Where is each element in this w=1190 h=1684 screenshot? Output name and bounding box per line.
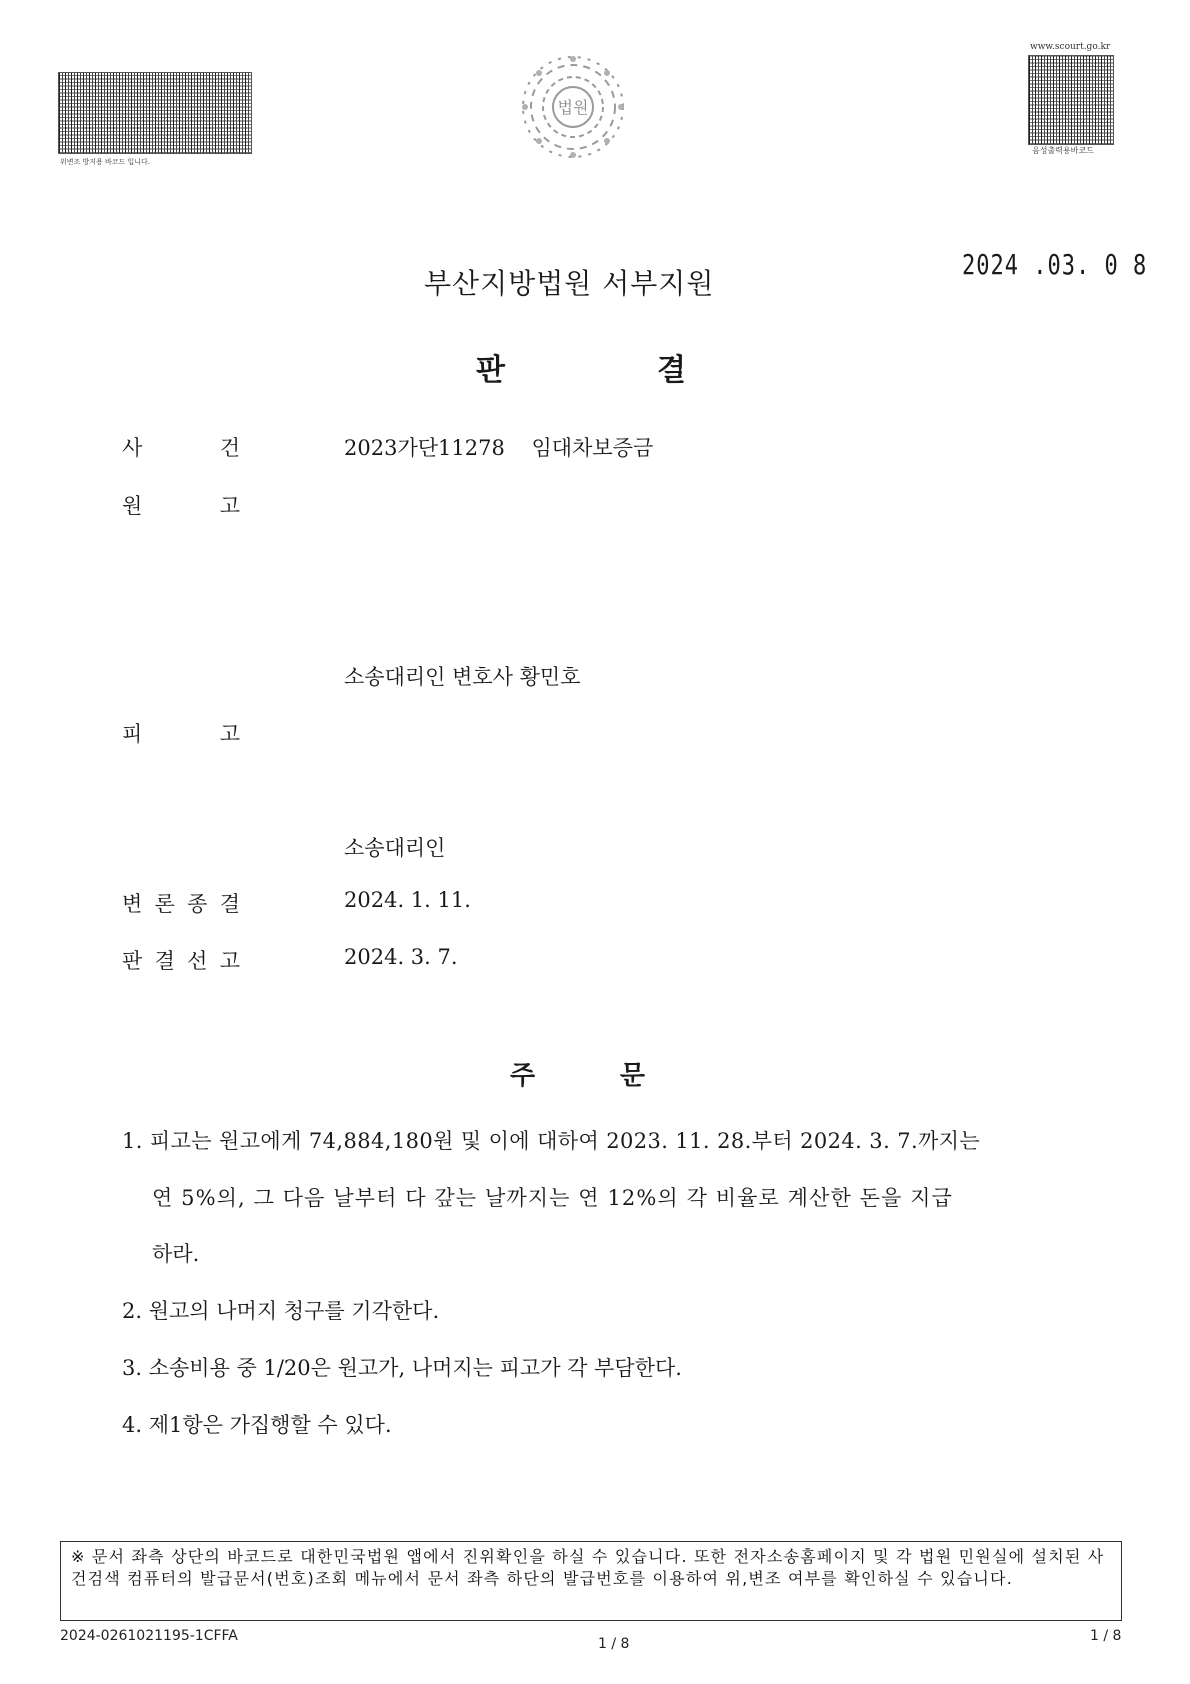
section-title-char: 주 — [510, 1061, 536, 1091]
plaintiff-counsel: 소송대리인 변호사 황민호 — [344, 665, 581, 689]
received-stamp-date: 2024 .03. 0 8 — [962, 250, 1148, 282]
field-value-hearing-closed: 2024. 1. 11. — [344, 888, 471, 912]
court-seal-icon — [518, 50, 628, 162]
order-line-2: 2. 원고의 나머지 청구를 기각한다. — [122, 1299, 440, 1323]
issue-number: 2024-0261021195-1CFFA — [60, 1628, 238, 1644]
field-value-case: 2023가단11278 임대차보증금 — [344, 436, 654, 460]
order-line-1: 1. 피고는 원고에게 74,884,180원 및 이에 대하여 2023. 11. 28.부터 2024. 3. 7.까지는 — [122, 1129, 981, 1153]
court-name: 부산지방법원 서부지원 — [424, 267, 715, 300]
authenticity-barcode — [58, 72, 252, 154]
order-section-title — [510, 1055, 645, 1092]
order-line-1-end: 하라. — [152, 1242, 200, 1266]
label-char: 고 — [219, 949, 240, 973]
label-char: 선 — [187, 949, 208, 973]
verification-notice: ※ 문서 좌측 상단의 바코드로 대한민국법원 앱에서 진위확인을 하실 수 있습니다. 또한 전자소송홈페이지 및 각 법원 민원실에 설치된 사건검색 컴퓨터의 발급문서(번호)조회 메뉴에서 문서 좌측 하단의 발급번호를 이용하여 위,변조 여부를 확인하실 수 있습니다. — [60, 1541, 1122, 1621]
order-line-4: 4. 제1항은 가집행할 수 있다. — [122, 1413, 392, 1437]
field-label-plaintiff — [122, 490, 240, 520]
page-number-center: 1 / 8 — [598, 1636, 630, 1652]
document-type-char: 결 — [657, 353, 686, 388]
label-char: 론 — [154, 892, 175, 916]
court-seal-text: 법원 — [557, 98, 589, 117]
field-label-case — [122, 432, 240, 462]
label-char: 피 — [122, 722, 143, 746]
field-label-hearing-closed — [122, 888, 240, 918]
field-label-judgment-date — [122, 945, 240, 975]
defendant-counsel: 소송대리인 — [344, 836, 446, 860]
label-char: 변 — [122, 892, 143, 916]
document-type-title — [476, 345, 686, 389]
label-char: 고 — [219, 494, 240, 518]
label-char: 결 — [219, 892, 240, 916]
label-char: 종 — [187, 892, 208, 916]
scourt-url: www.scourt.go.kr — [1030, 42, 1111, 52]
section-title-char: 문 — [619, 1061, 645, 1091]
document-type-char: 판 — [476, 353, 505, 388]
voice-output-barcode — [1028, 55, 1114, 145]
label-char: 원 — [122, 494, 143, 518]
order-line-1-cont: 연 5%의, 그 다음 날부터 다 갚는 날까지는 연 12%의 각 비율로 계산한 돈을 지급 — [152, 1186, 953, 1210]
field-label-defendant — [122, 718, 240, 748]
label-char: 고 — [219, 722, 240, 746]
page-number-right: 1 / 8 — [1090, 1628, 1122, 1644]
label-char: 판 — [122, 949, 143, 973]
order-line-3: 3. 소송비용 중 1/20은 원고가, 나머지는 피고가 각 부담한다. — [122, 1356, 682, 1380]
field-value-judgment-date: 2024. 3. 7. — [344, 945, 458, 969]
label-char: 건 — [219, 436, 240, 460]
label-char: 사 — [122, 436, 143, 460]
authenticity-barcode-caption: 위변조 방지용 바코드 입니다. — [60, 158, 151, 166]
voice-output-barcode-caption: 음성출력용바코드 — [1032, 146, 1094, 155]
label-char: 결 — [154, 949, 175, 973]
